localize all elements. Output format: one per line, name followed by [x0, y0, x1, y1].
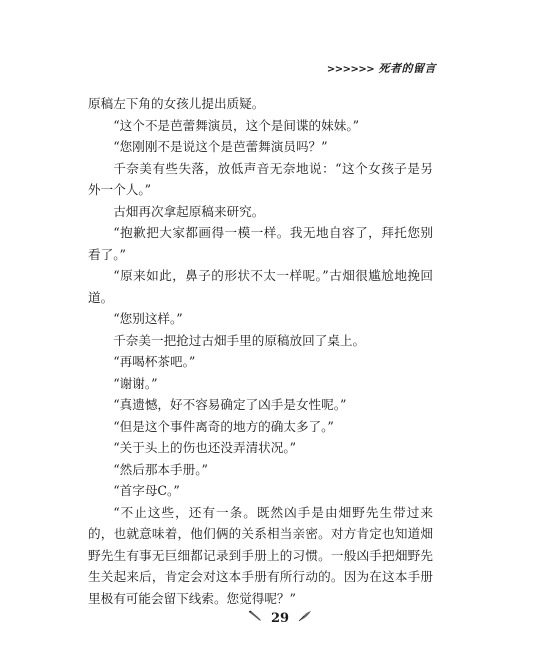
paragraph: “您别这样。” [113, 311, 183, 326]
paragraph: “然后那本手册。” [113, 461, 208, 477]
running-header [327, 60, 436, 76]
paragraph: “您刚刚不是说这个是芭蕾舞演员吗？” [113, 139, 328, 154]
paragraph: “谢谢。” [113, 375, 158, 391]
paragraph: “原来如此，鼻子的形状不太一样呢。”古畑很尴尬地挽回道。 [88, 268, 433, 305]
pen-nib-icon [248, 610, 262, 625]
paragraph: 原稿左下角的女孩儿提出质疑。 [88, 96, 265, 111]
paragraph: 千奈美一把抢过古畑手里的原稿放回了桌上。 [113, 332, 366, 348]
body-text [88, 93, 433, 609]
paragraph: “真遗憾，好不容易确定了凶手是女性呢。” [113, 397, 347, 412]
paragraph: 千奈美有些失落，放低声音无奈地说：“这个女孩子是另外一个人。” [88, 160, 433, 197]
paragraph: “不止这些，还有一条。既然凶手是由畑野先生带过来的，也就意味着，他们俩的关系相当亲密。对方肯定也知道畑野先生有事无巨细都记录到手册上的习惯。一般凶手把畑野先生关起来后，肯定会对这本手册有所行动的。因为在这本手册里极有可能会留下线索。您觉得呢？” [88, 504, 433, 606]
paragraph: 古畑再次拿起原稿来研究。 [113, 203, 265, 219]
header-arrows: >>>>>> [326, 64, 375, 75]
paragraph: “首字母C。” [113, 483, 180, 498]
page-number: 29 [270, 611, 290, 626]
paragraph: “这个不是芭蕾舞演员，这个是间谍的妹妹。” [113, 117, 360, 133]
paragraph: “但是这个事件离奇的地方的确太多了。” [113, 418, 334, 434]
chapter-title: 死者的留言 [378, 62, 436, 75]
page-footer [0, 610, 560, 626]
paragraph: “再喝杯茶吧。” [113, 354, 196, 369]
paragraph: “关于头上的伤也还没弄清状况。” [113, 440, 297, 455]
paragraph: “抱歉把大家都画得一模一样。我无地自容了，拜托您别看了。” [88, 225, 433, 262]
quill-icon [298, 610, 312, 625]
